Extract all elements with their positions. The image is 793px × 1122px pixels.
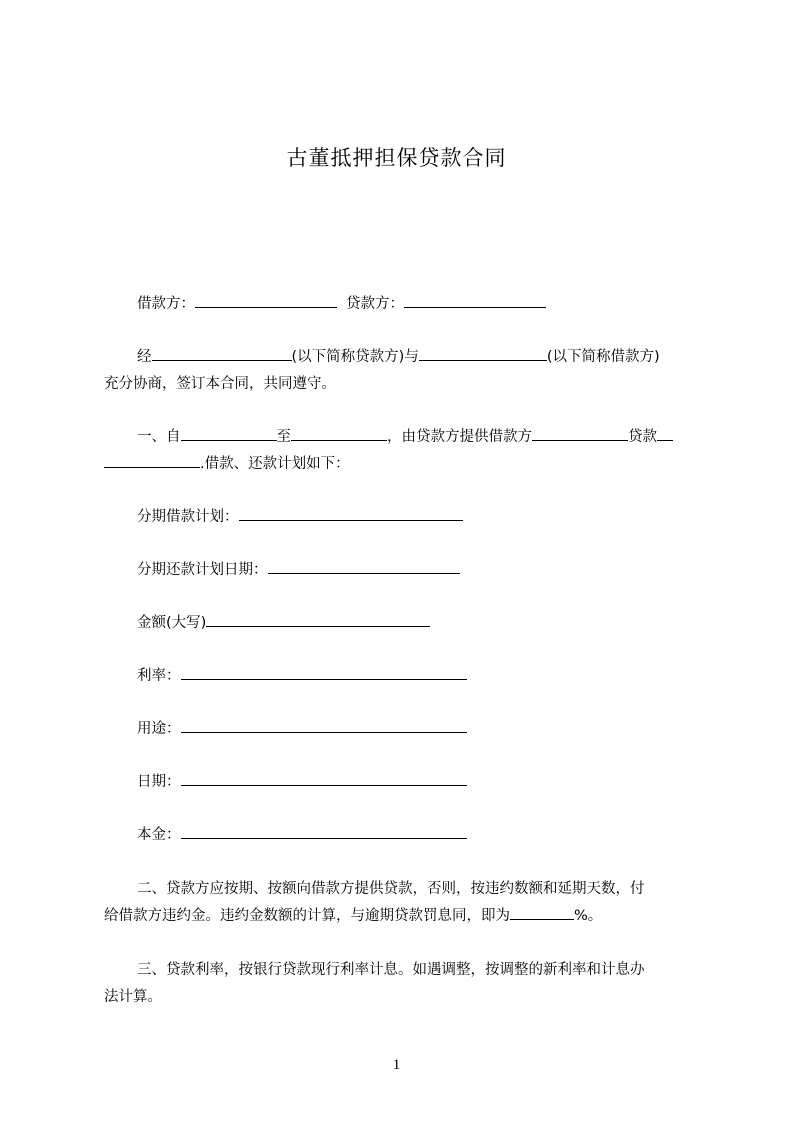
date-field <box>137 770 467 791</box>
clause1-line-2 <box>104 452 350 473</box>
loan-amount-blank[interactable] <box>532 426 628 441</box>
borrower-blank[interactable] <box>195 293 337 308</box>
purpose-label: 用途： <box>137 721 181 737</box>
clause1-line-1 <box>137 425 673 446</box>
borrower-name-blank[interactable] <box>419 346 547 361</box>
lender-blank[interactable] <box>404 293 546 308</box>
installment-borrow-blank[interactable] <box>239 506 463 521</box>
amount-capital-field <box>137 611 430 632</box>
purpose-field <box>137 717 467 738</box>
date-blank[interactable] <box>181 771 467 786</box>
purpose-blank[interactable] <box>181 718 467 733</box>
clause1-text-e: .借款、还款计划如下： <box>200 456 350 472</box>
clause2-line-2 <box>104 904 602 925</box>
interest-rate-field <box>137 664 467 685</box>
clause1-text-d: 贷款 <box>628 429 657 445</box>
clause1-text-c: ，由贷款方提供借款方 <box>387 429 532 445</box>
installment-repay-label: 分期还款计划日期： <box>137 562 268 578</box>
loan-type-blank-1[interactable] <box>657 426 673 441</box>
start-date-blank[interactable] <box>181 426 277 441</box>
clause3-line-1: 三、贷款利率，按银行贷款现行利率计息。如遇调整，按调整的新利率和计息办 <box>137 962 645 978</box>
page-number: 1 <box>392 1057 401 1073</box>
amount-capital-blank[interactable] <box>206 612 430 627</box>
installment-repay-blank[interactable] <box>268 559 460 574</box>
date-label: 日期： <box>137 774 181 790</box>
clause3-line-2: 法计算。 <box>104 989 162 1005</box>
principal-field <box>137 823 467 844</box>
lender-name-blank[interactable] <box>152 346 292 361</box>
lender-label: 贷款方： <box>346 296 404 312</box>
preamble-text-3: (以下简称借款方) <box>546 349 660 365</box>
principal-label: 本金： <box>137 827 181 843</box>
principal-blank[interactable] <box>181 824 467 839</box>
end-date-blank[interactable] <box>291 426 387 441</box>
preamble-line-2: 充分协商，签订本合同，共同遵守。 <box>104 376 336 392</box>
preamble-text-2: (以下简称贷款方)与 <box>291 349 419 365</box>
clause2-text-b: %。 <box>574 908 603 924</box>
parties-line <box>137 292 546 313</box>
installment-repay-field <box>137 558 460 579</box>
interest-rate-blank[interactable] <box>181 665 467 680</box>
interest-rate-label: 利率： <box>137 668 181 684</box>
installment-borrow-field <box>137 505 463 526</box>
loan-type-blank-2[interactable] <box>104 453 200 468</box>
borrower-label: 借款方： <box>137 296 195 312</box>
penalty-rate-blank[interactable] <box>510 905 574 920</box>
clause2-text-a: 给借款方违约金。违约金数额的计算，与逾期贷款罚息同，即为 <box>104 908 510 924</box>
document-title: 古董抵押担保贷款合同 <box>286 146 507 170</box>
clause1-text-a: 一、自 <box>137 429 181 445</box>
preamble-line-1 <box>137 345 660 366</box>
preamble-text-1: 经 <box>137 349 152 365</box>
clause2-line-1: 二、贷款方应按期、按额向借款方提供贷款，否则，按违约数额和延期天数，付 <box>137 881 645 897</box>
installment-borrow-label: 分期借款计划： <box>137 509 239 525</box>
amount-capital-label: 金额(大写) <box>137 615 207 631</box>
clause1-text-b: 至 <box>276 429 291 445</box>
